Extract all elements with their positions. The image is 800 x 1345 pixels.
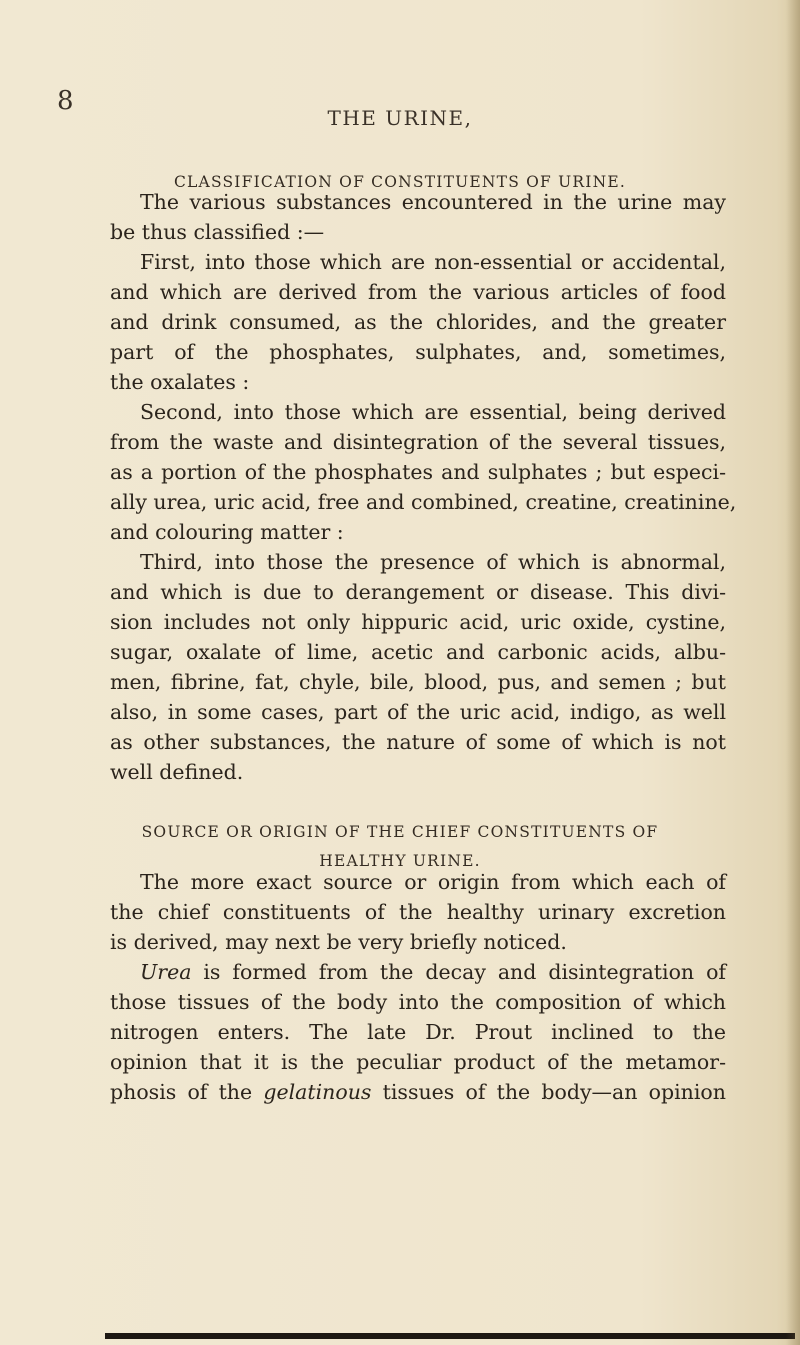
text-line: be thus classified :— <box>110 220 325 244</box>
text-line: opinion that it is the peculiar product of the metamor- <box>110 1050 726 1074</box>
text-line: sion includes not only hippuric acid, uric oxide, cystine, <box>110 610 726 634</box>
text-line <box>110 957 726 987</box>
text-line <box>110 1077 726 1107</box>
text-run: is formed from the decay and disintegration of <box>191 960 726 984</box>
paragraph-urea <box>110 957 726 1107</box>
text-line: Third, into those the presence of which is abnormal, <box>140 550 726 574</box>
text-line: also, in some cases, part of the uric acid, indigo, as well <box>110 700 726 724</box>
text-line: sugar, oxalate of lime, acetic and carbonic acids, albu- <box>110 640 726 664</box>
text-line: The more exact source or origin from which each of <box>140 870 726 894</box>
text-line: the chief constituents of the healthy urinary excretion <box>110 900 726 924</box>
heading-line: SOURCE OR ORIGIN OF THE CHIEF CONSTITUENTS OF <box>141 823 659 841</box>
text-line: from the waste and disintegration of the several tissues, <box>110 430 726 454</box>
paragraph-second <box>110 397 737 547</box>
text-line: as other substances, the nature of some of which is not <box>110 730 726 754</box>
paragraph-source-intro <box>110 867 726 957</box>
page-number: 8 <box>57 86 74 116</box>
term-urea: Urea <box>140 960 192 984</box>
text-line: those tissues of the body into the composition of which <box>110 990 726 1014</box>
text-line: Second, into those which are essential, being derived <box>140 400 726 424</box>
text-line: as a portion of the phosphates and sulphates ; but especi- <box>110 460 726 484</box>
paragraph-third <box>110 547 726 787</box>
running-head: THE URINE, <box>327 106 473 130</box>
text-line: men, fibrine, fat, chyle, bile, blood, pus, and semen ; but <box>110 670 726 694</box>
heading-line: HEALTHY URINE. <box>319 852 481 870</box>
text-line: and which are derived from the various articles of food <box>110 280 726 304</box>
term-gelatinous: gelatinous <box>263 1080 372 1104</box>
text-line: part of the phosphates, sulphates, and, sometimes, <box>110 340 726 364</box>
text-line: and drink consumed, as the chlorides, and the greater <box>110 310 726 334</box>
text-line: nitrogen enters. The late Dr. Prout inclined to the <box>110 1020 726 1044</box>
text-run: tissues of the body—an opinion <box>371 1080 726 1104</box>
text-line: The various substances encountered in the urine may <box>140 190 726 214</box>
text-line: the oxalates : <box>110 370 250 394</box>
text-line: First, into those which are non-essential or accidental, <box>140 250 726 274</box>
paragraph-first <box>110 247 726 397</box>
text-line: and which is due to derangement or disease. This divi- <box>110 580 726 604</box>
bottom-rule <box>105 1333 795 1339</box>
text-line: well defined. <box>110 760 244 784</box>
text-run: phosis of the <box>110 1080 264 1104</box>
text-line: ally urea, uric acid, free and combined, creatine, creatinine, <box>110 490 737 514</box>
page-edge-shadow <box>786 0 800 1345</box>
text-line: and colouring matter : <box>110 520 344 544</box>
paragraph-intro <box>110 187 726 247</box>
section-heading-classification: CLASSIFICATION OF CONSTITUENTS OF URINE. <box>174 173 626 191</box>
text-line: is derived, may next be very briefly noticed. <box>110 930 567 954</box>
